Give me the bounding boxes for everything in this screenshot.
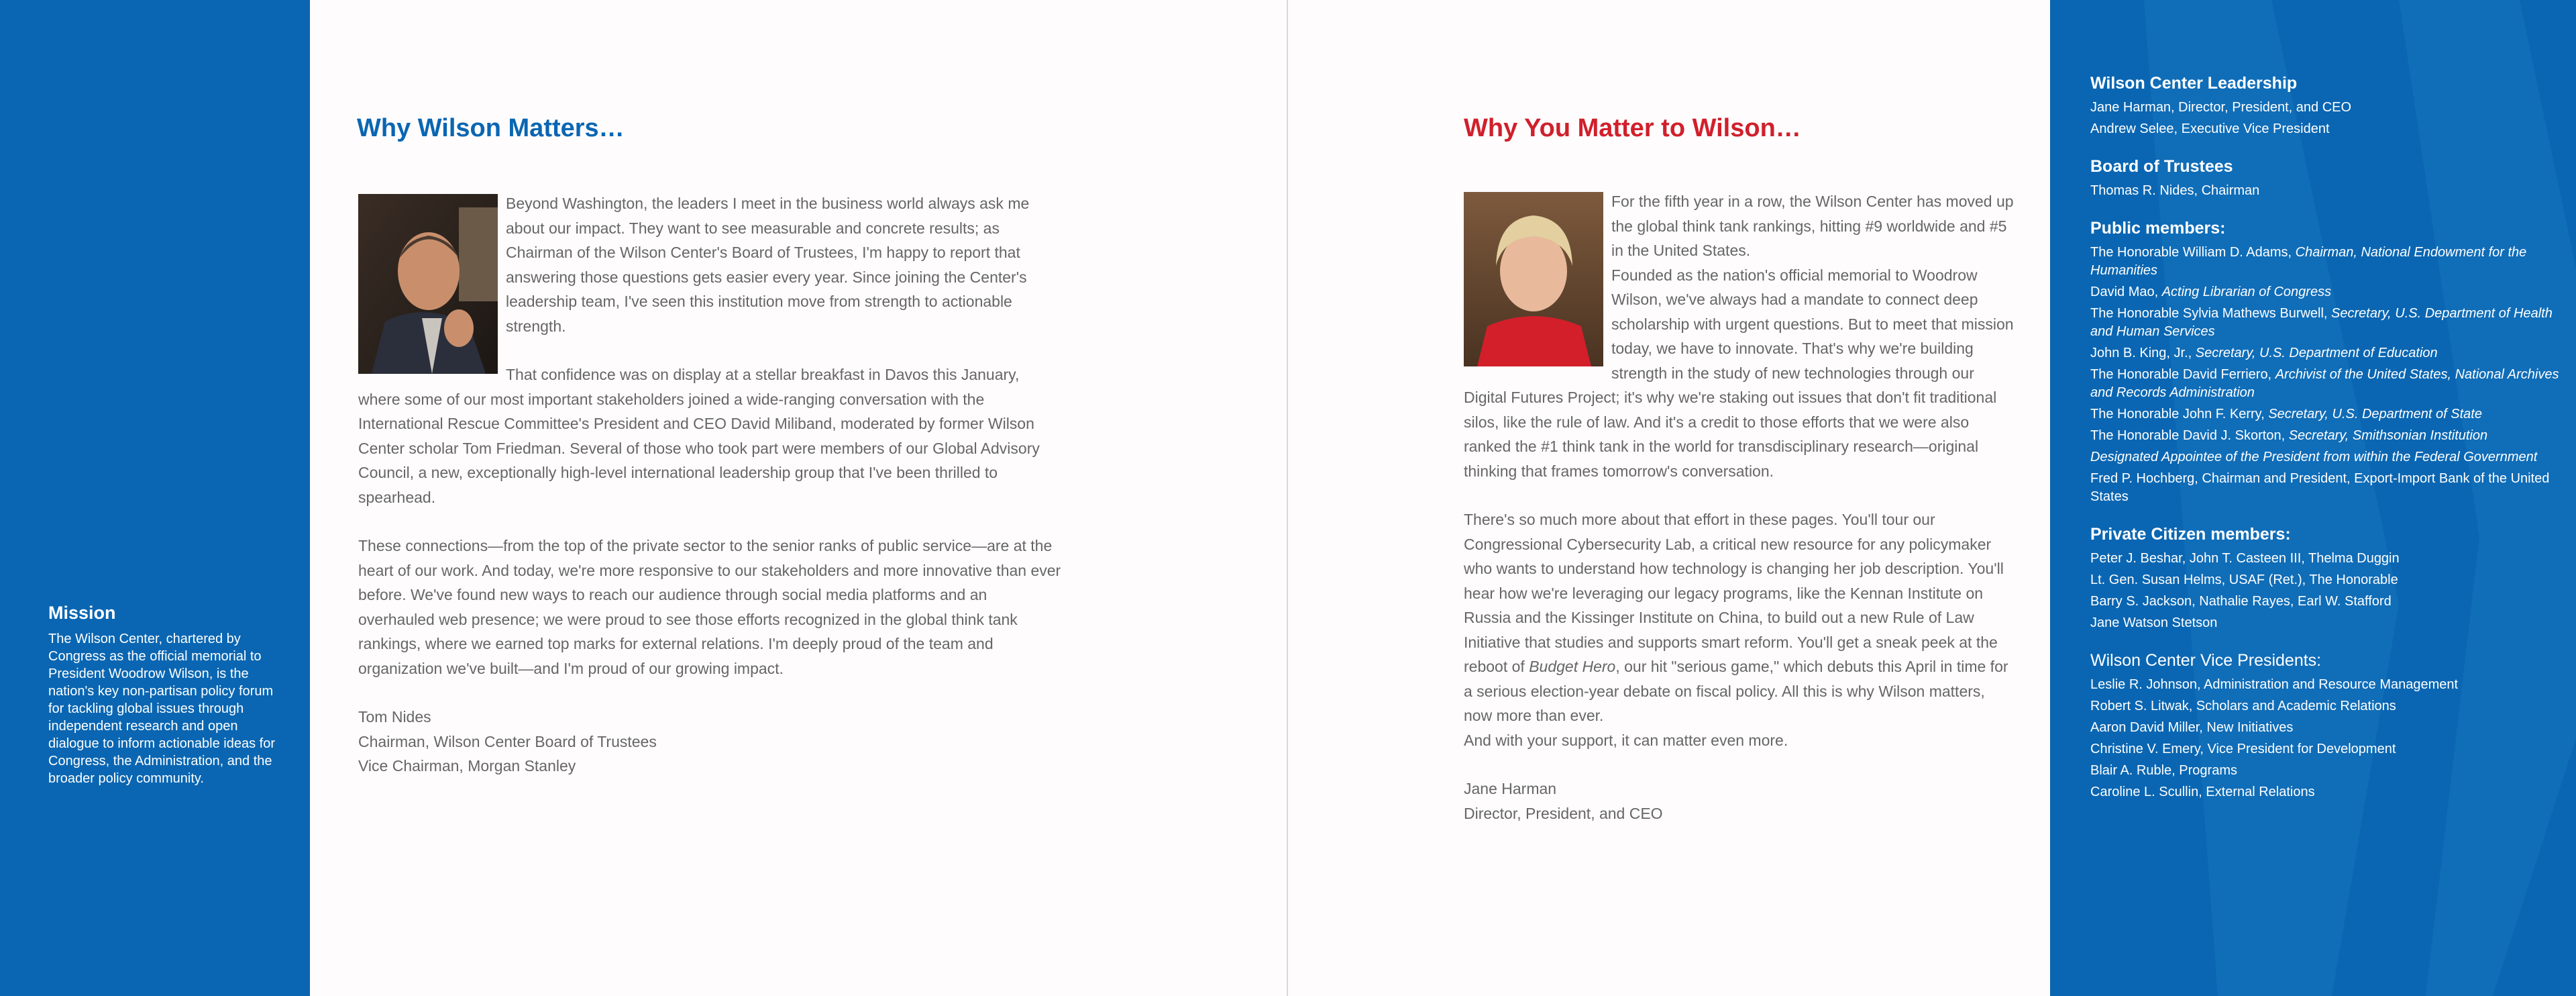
public-member: The Honorable John F. Kerry, Secretary, U.S. Department of State (2090, 407, 2482, 421)
why-you-paragraph-1b: Founded as the nation's official memorial to Woodrow Wilson, we've always had a mandate to connect deep scholarship with urgent questions. But to meet that mission today, we have to innovate. That's why we're building strength in the study of new technologies through our Digital Futures Project; it's why we're staking out issues that don't fit traditional silos, like the rule of law. And it's a credit to those efforts that we were also ranked the #1 think tank in the world for transdisciplinary research—original thinking that frames tomorrow's conversation. (1464, 266, 2014, 480)
public-member: Designated Appointee of the President from within the Federal Government (2090, 450, 2538, 464)
public-member: John B. King, Jr., Secretary, U.S. Department of Education (2090, 346, 2438, 360)
why-wilson-body (358, 191, 1063, 779)
leadership-sidebar (2050, 0, 2576, 996)
vice-president: Robert S. Litwak, Scholars and Academic Relations (2090, 699, 2396, 713)
why-wilson-title: Why Wilson Matters… (357, 114, 625, 142)
vice-president: Christine V. Emery, Vice President for Development (2090, 742, 2396, 756)
leadership-item: Jane Harman, Director, President, and CEO (2090, 100, 2352, 115)
why-wilson-paragraph-3: These connections—from the top of the private sector to the senior ranks of public service—are at the heart of our work. And today, we're more responsive to our stakeholders and more innovative than ever before. We've found new ways to reach our audience through social media platforms and an overhauled web presence; we were proud to see those efforts recognized in the global think tank rankings, where we earned top marks for external relations. I'm deeply proud of the team and organization we've built—and I'm proud of our growing impact. (358, 537, 1061, 677)
vice-presidents-section (2090, 651, 2560, 801)
mission-text: The Wilson Center, chartered by Congress as the official memorial to President Woodrow Wilson, is the nation's key non-partisan policy forum for tackling global issues through independent research and open dialogue to inform actionable ideas for Congress, the Administration, and the broader policy community. (48, 632, 275, 786)
private-member: Barry S. Jackson, Nathalie Rayes, Earl W. Stafford (2090, 594, 2392, 609)
public-member: The Honorable Sylvia Mathews Burwell, Secretary, U.S. Department of Health and Human Services (2090, 306, 2553, 339)
why-you-body (1464, 189, 2014, 826)
public-member: The Honorable David Ferriero, Archivist of the United States, National Archives and Records Administration (2090, 367, 2559, 400)
why-wilson-paragraph-2: That confidence was on display at a stellar breakfast in Davos this January, where some of our most important stakeholders joined a wide-ranging conversation with the International Rescue Committee's President and CEO David Miliband, moderated by former Wilson Center scholar Tom Friedman. Several of those who took part were members of our Global Advisory Council, a new, exceptionally high-level international leadership group that I've been thrilled to spearhead. (358, 366, 1040, 506)
private-members-section (2090, 525, 2560, 632)
board-title: Board of Trustees (2090, 157, 2233, 176)
why-you-paragraph-2: There's so much more about that effort in these pages. You'll tour our Congressional Cybersecurity Lab, a critical new resource for any policymaker who wants to understand how technology is changing her job description. You'll hear how we're leveraging our legacy programs, like the Kennan Institute on Russia and the Kissinger Institute on China, to build out a new Rule of Law Initiative that studies and supports smart reform. You'll get a sneak peek at the reboot of Budget Hero, our hit "serious game," which debuts this April in time for a serious election-year debate on fiscal policy. All this is why Wilson matters, now more than ever. (1464, 511, 2008, 724)
vice-president: Leslie R. Johnson, Administration and Resource Management (2090, 677, 2459, 692)
page-why-you (1288, 0, 2050, 996)
leadership-section (2090, 74, 2560, 138)
vice-president: Blair A. Ruble, Programs (2090, 763, 2237, 778)
leadership-title: Wilson Center Leadership (2090, 74, 2298, 93)
public-members-title: Public members: (2090, 219, 2226, 238)
private-members-title: Private Citizen members: (2090, 525, 2291, 544)
signature-name: Tom Nides (358, 708, 431, 726)
mission-block (48, 603, 284, 787)
leadership-item: Andrew Selee, Executive Vice President (2090, 121, 2330, 136)
signature-name: Jane Harman (1464, 780, 1557, 797)
page-why-wilson (310, 0, 1288, 996)
signature-title: Director, President, and CEO (1464, 804, 1663, 822)
signature-title-1: Chairman, Wilson Center Board of Trustees (358, 732, 657, 750)
tom-nides-photo (358, 194, 498, 374)
public-member: David Mao, Acting Librarian of Congress (2090, 285, 2332, 299)
jane-harman-photo (1464, 192, 1603, 372)
vice-presidents-title: Wilson Center Vice Presidents: (2090, 651, 2322, 670)
board-item: Thomas R. Nides, Chairman (2090, 183, 2260, 198)
vice-president: Aaron David Miller, New Initiatives (2090, 720, 2294, 735)
public-member: The Honorable David J. Skorton, Secretary, Smithsonian Institution (2090, 428, 2488, 443)
private-member: Lt. Gen. Susan Helms, USAF (Ret.), The Honorable (2090, 572, 2398, 587)
public-members-section (2090, 219, 2560, 506)
why-wilson-paragraph-1: Beyond Washington, the leaders I meet in the business world always ask me about our impact. They want to see measurable and concrete results; as Chairman of the Wilson Center's Board of Trustees, I'm happy to report that answering those questions gets easier every year. Since joining the Center's leadership team, I've seen this institution move from strength to actionable strength. (506, 195, 1030, 335)
board-section (2090, 157, 2560, 200)
public-member: The Honorable William D. Adams, Chairman, National Endowment for the Humanities (2090, 245, 2527, 278)
why-you-paragraph-1a: For the fifth year in a row, the Wilson Center has moved up the global think tank rankings, hitting #9 worldwide and #5 in the United States. (1611, 193, 2014, 259)
why-you-title: Why You Matter to Wilson… (1464, 114, 1801, 142)
leadership-list (2090, 74, 2560, 820)
why-you-paragraph-3: And with your support, it can matter even more. (1464, 731, 1788, 749)
public-member: Fred P. Hochberg, Chairman and President, Export-Import Bank of the United States (2090, 471, 2550, 504)
private-member: Jane Watson Stetson (2090, 615, 2218, 630)
vice-president: Caroline L. Scullin, External Relations (2090, 785, 2315, 799)
mission-title: Mission (48, 603, 116, 623)
signature-title-2: Vice Chairman, Morgan Stanley (358, 757, 576, 775)
left-sidebar (0, 0, 310, 996)
private-member: Peter J. Beshar, John T. Casteen III, Thelma Duggin (2090, 551, 2400, 566)
